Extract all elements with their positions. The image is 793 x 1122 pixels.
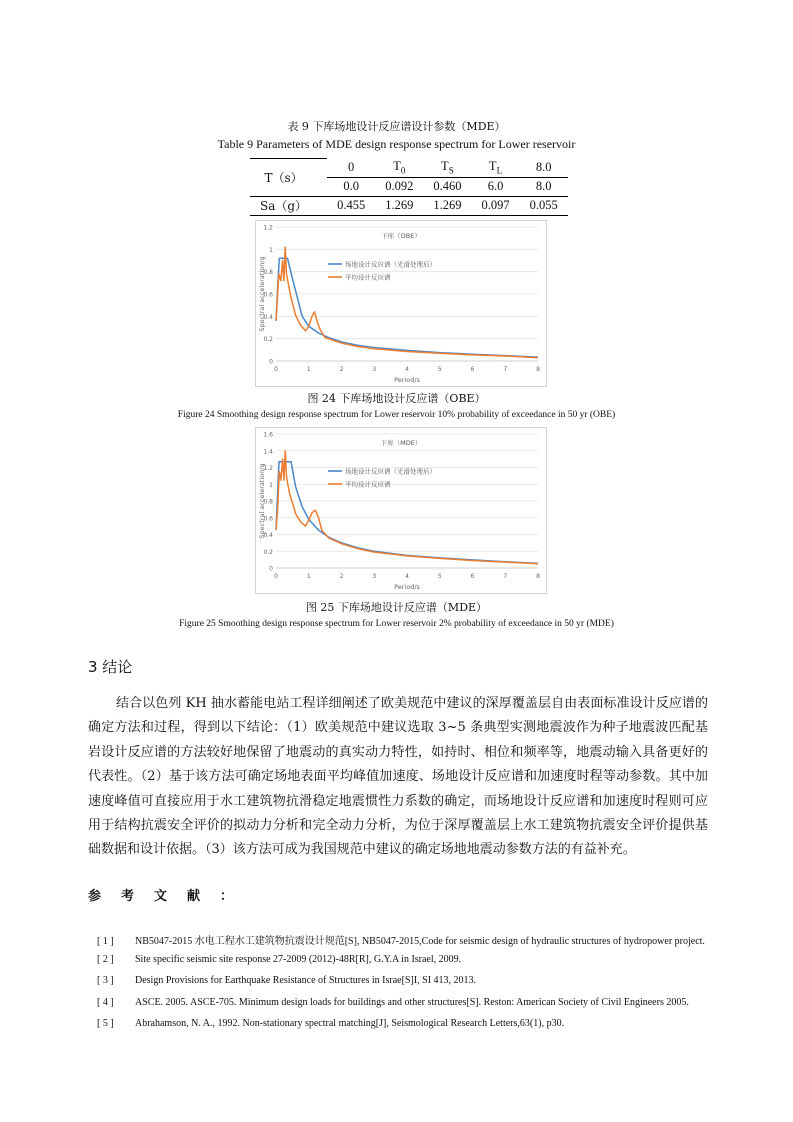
y-axis-label: Spectral acceleration/g	[258, 256, 266, 332]
T-cell: 8.0	[520, 177, 568, 196]
x-tick-label: 0	[274, 573, 278, 580]
y-tick-label: 1.6	[263, 431, 273, 439]
header-cell: $T_S$	[441, 159, 454, 176]
x-tick-label: 7	[503, 573, 508, 580]
Sa-cell: 0.055	[520, 196, 568, 215]
reference-item: [ 1 ] NB5047-2015 水电工程水工建筑物抗震设计规范[S], NB5047-2015,Code for seismic design of hydraulic structures of hydropower project.	[97, 936, 705, 947]
y-tick-label: 0.2	[263, 336, 273, 344]
x-tick-label: 5	[437, 366, 442, 373]
reference-item: [ 5 ] Abrahamson, N. A., 1992. Non-stationary spectral matching[J], Seismological Research Letters,63(1), p30.	[97, 1018, 565, 1029]
T-cell: 0.460	[423, 177, 471, 196]
y-axis-label: Spectral acceleration/g	[258, 463, 266, 539]
legend-label: 平均设计反应谱	[345, 480, 391, 489]
chart-mde	[255, 427, 547, 594]
Sa-cell: 0.097	[471, 196, 519, 215]
reference-list	[97, 932, 717, 1040]
figure-25-caption-cn: 图 25 下库场地设计反应谱（MDE）	[305, 601, 488, 614]
x-tick-label: 2	[339, 366, 344, 373]
x-tick-label: 1	[306, 366, 311, 373]
row-label-T: T（s）	[250, 159, 327, 197]
reference-item: [ 3 ] Design Provisions for Earthquake Resistance of Structures in Israe[S]I, SI 413, 2013.	[97, 975, 477, 986]
x-tick-label: 5	[437, 573, 442, 580]
figure-24-caption-cn: 图 24 下库场地设计反应谱（OBE）	[307, 392, 486, 405]
y-tick-label: 1	[269, 246, 273, 254]
parameter-table	[250, 158, 568, 216]
x-axis-label: Period/s	[394, 583, 420, 591]
x-tick-label: 3	[372, 366, 377, 373]
legend-label: 场地设计反应谱（光滑处理后）	[345, 467, 436, 476]
Sa-cell: 0.455	[327, 196, 375, 215]
x-axis-label: Period/s	[394, 376, 420, 384]
T-cell: 0.092	[375, 177, 423, 196]
y-tick-label: 0.4	[263, 313, 273, 321]
y-tick-label: 1.2	[263, 224, 273, 232]
x-tick-label: 3	[372, 573, 377, 580]
header-cell: 0	[348, 160, 355, 174]
row-label-Sa: Sa（g）	[250, 196, 327, 215]
x-tick-label: 4	[405, 573, 409, 580]
section-heading: 3 结论	[88, 658, 133, 676]
x-tick-label: 6	[470, 573, 475, 580]
T-cell: 6.0	[471, 177, 519, 196]
Sa-cell: 1.269	[423, 196, 471, 215]
y-tick-label: 1	[269, 481, 273, 489]
legend-label: 平均设计反应谱	[345, 273, 391, 282]
series-line-0	[276, 258, 538, 357]
y-tick-label: 0	[269, 565, 273, 573]
chart-obe	[255, 220, 547, 387]
y-tick-label: 0.8	[263, 269, 273, 277]
x-tick-label: 8	[536, 573, 540, 580]
conclusion-paragraph: 结合以色列 KH 抽水蓄能电站工程详细阐述了欧美规范中建议的深厚覆盖层自由表面标准设计反应谱的确定方法和过程，得到以下结论：（1）欧美规范中建议选取 3~5 条典型实测地震波作为种子地震波匹配基岩设计反应谱的方法较好地保留了地震动的真实动力特性，如持时、相位和频率等，地震动输入具备更好的代表性。（2）基于该方法可确定场地表面平均峰值加速度、场地设计反应谱和加速度时程等动参数。其中加速度峰值可直接应用于水工建筑物抗滑稳定地震惯性力系数的确定，而场地设计反应谱和加速度时程则可应用于结构抗震安全评价的拟动力分析和完全动力分析，为位于深厚覆盖层上水工建筑物抗震安全评价提供基础数据和设计依据。（3）该方法可成为我国规范中建议的确定场地地震动参数方法的有益补充。	[88, 696, 708, 858]
y-tick-label: 1.4	[263, 448, 273, 456]
x-tick-label: 8	[536, 366, 540, 373]
Sa-cell: 1.269	[375, 196, 423, 215]
references-heading: 参考文献：	[88, 889, 254, 904]
figure-24-caption-en: Figure 24 Smoothing design response spectrum for Lower reservoir 10% probability of exceedance in 50 yr (OBE)	[177, 410, 616, 420]
reference-item: [ 2 ] Site specific seismic site response 27-2009 (2012)-48R[R], G.Y.A in Israel, 2009.	[97, 953, 462, 965]
chart-title: 下库（MDE）	[380, 439, 422, 447]
header-cell: 8.0	[535, 160, 552, 174]
x-tick-label: 2	[339, 573, 344, 580]
x-tick-label: 0	[274, 366, 278, 373]
y-tick-label: 0.8	[263, 498, 273, 506]
y-tick-label: 1.2	[263, 465, 273, 472]
y-tick-label: 0.6	[263, 515, 273, 523]
table-caption-cn: 表 9 下库场地设计反应谱设计参数（MDE）	[287, 120, 506, 133]
chart-mde-svg	[256, 428, 546, 593]
series-line-0	[276, 462, 538, 564]
chart-obe-svg	[256, 221, 546, 386]
reference-item: [ 4 ] ASCE. 2005. ASCE-705. Minimum design loads for buildings and other structures[S]. Reston: American Society of Civil Engineers 2005.	[97, 996, 689, 1008]
chart-title: 下库（OBE）	[381, 232, 421, 240]
header-cell: $T_0$	[393, 159, 406, 176]
x-tick-label: 7	[503, 366, 508, 373]
T-cell: 0.0	[327, 177, 375, 196]
header-cell: $T_L$	[488, 159, 503, 176]
table-caption-en: Table 9 Parameters of MDE design response spectrum for Lower reservoir	[217, 137, 576, 151]
y-tick-label: 0	[269, 358, 273, 366]
x-tick-label: 1	[306, 573, 311, 580]
y-tick-label: 0.4	[263, 532, 273, 539]
y-tick-label: 0.2	[263, 548, 273, 556]
x-tick-label: 6	[470, 366, 475, 373]
y-tick-label: 0.6	[263, 291, 273, 299]
legend-label: 场地设计反应谱（光滑处理后）	[345, 260, 436, 269]
figure-25-caption-en: Figure 25 Smoothing design response spectrum for Lower reservoir 2% probability of exceedance in 50 yr (MDE)	[179, 619, 614, 629]
x-tick-label: 4	[405, 366, 409, 373]
